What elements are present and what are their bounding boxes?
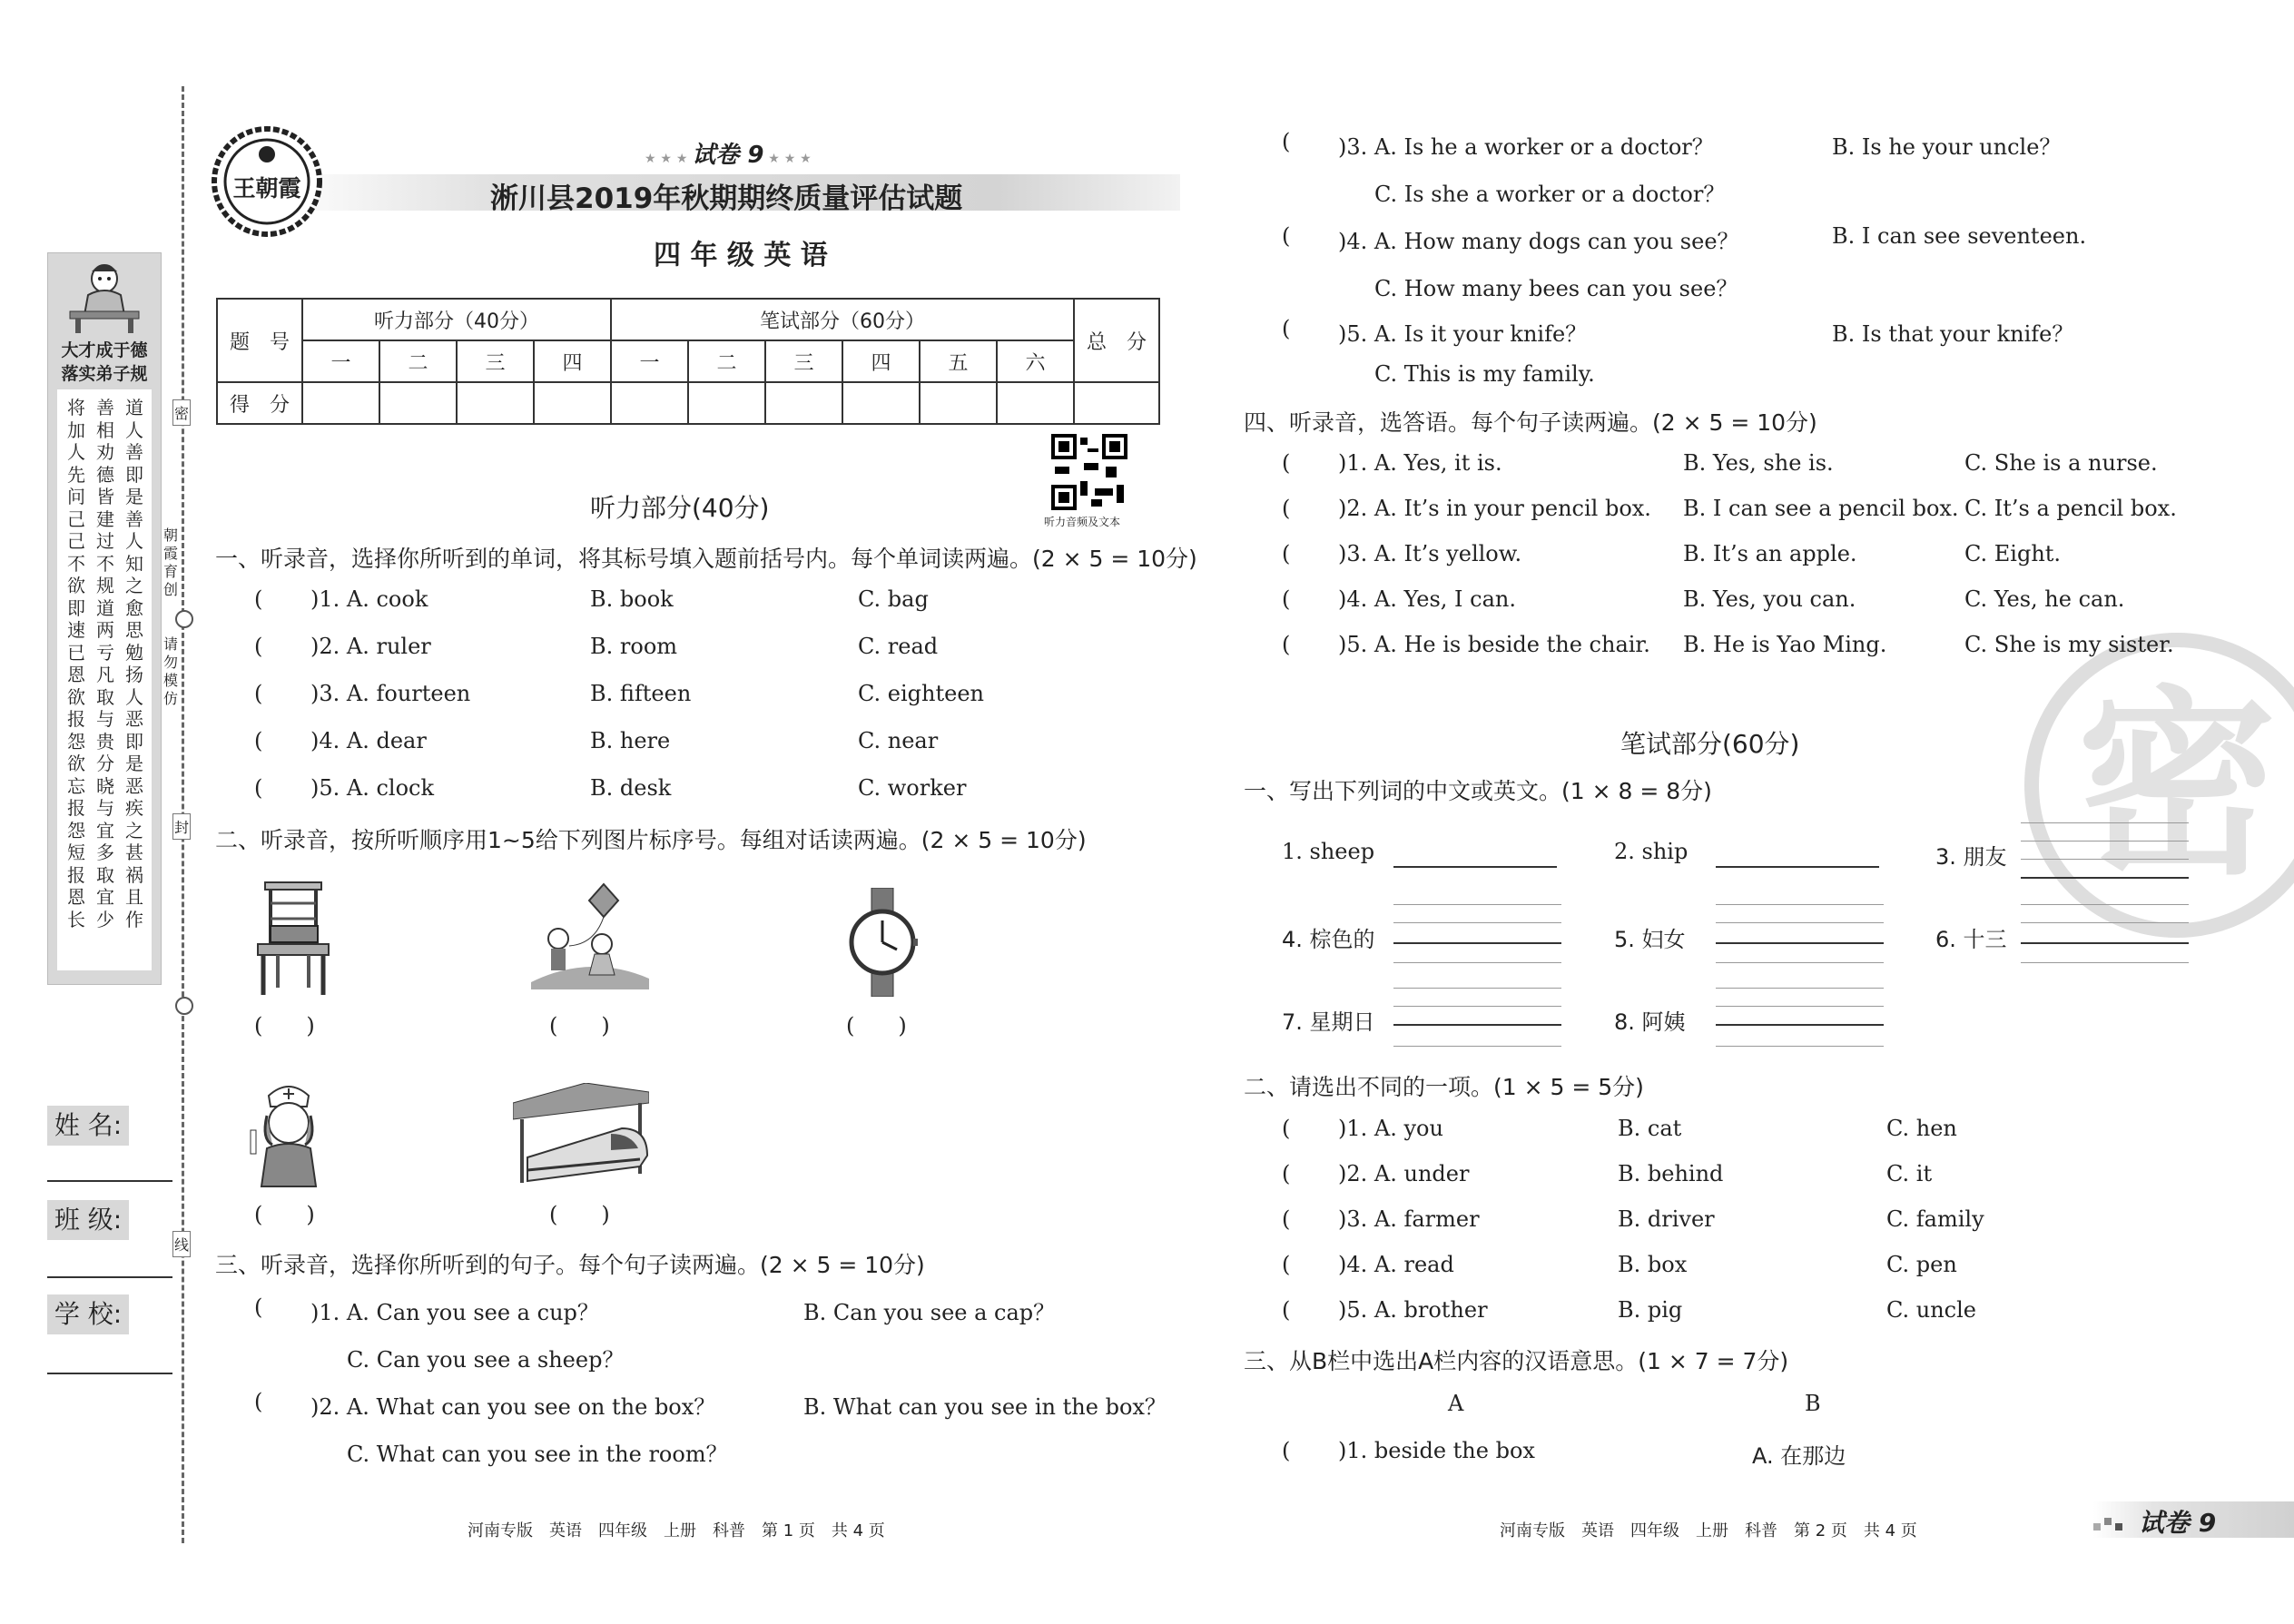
score-cell[interactable] <box>457 382 534 424</box>
option-c: C. This is my family. <box>1374 361 1595 387</box>
guide-line <box>2021 922 2189 923</box>
guide-line <box>2021 822 2189 823</box>
option-b: B. Is that your knife？ <box>1832 321 2074 347</box>
option-b: B. behind <box>1618 1161 1724 1186</box>
option-c: C. it <box>1886 1161 1933 1186</box>
picture-train <box>513 1083 649 1188</box>
logo-text: 王朝霞 <box>232 175 301 202</box>
school-label: 学 校: <box>47 1294 129 1334</box>
guide-line <box>1393 922 1561 923</box>
word-1: 1. sheep <box>1282 839 1375 864</box>
motto-column-2: 善相劝德皆建过不规道两亏凡取与贵分晓与宜多取宜少 <box>96 397 114 930</box>
answer-bracket[interactable]: ( <box>1282 1438 1291 1463</box>
l4-heading: 四、听录音，选答语。每个句子读两遍。(2 × 5 = 10分) <box>1244 409 1817 436</box>
option-a: )5. A. brother <box>1338 1297 1488 1323</box>
w3-heading: 三、从B栏中选出A栏内容的汉语意思。(1 × 7 = 7分) <box>1244 1348 1789 1374</box>
option-b: B. book <box>590 586 674 612</box>
option-a: )1. A. you <box>1338 1116 1443 1141</box>
guide-line <box>1716 988 1884 989</box>
answer-bracket[interactable]: ( <box>1282 1161 1291 1186</box>
word-6: 6. 十三 <box>1935 927 2007 952</box>
w2-heading: 二、请选出不同的一项。(1 × 5 = 5分) <box>1244 1074 1644 1100</box>
punch-hole-2 <box>175 997 193 1015</box>
guide-line <box>1393 962 1561 963</box>
option-b: B. Is he your uncle？ <box>1832 134 2062 160</box>
writing-title: 笔试部分(60分) <box>1620 729 1800 759</box>
option-c: C. Is she a worker or a doctor？ <box>1374 182 1726 207</box>
option-b: B. box <box>1618 1252 1688 1277</box>
option-a: )4. A. Yes, I can. <box>1338 586 1516 612</box>
motto-column-1: 将加人先问己己不欲即速已恩欲报怨欲忘报怨短报恩长 <box>67 397 85 930</box>
motto-title-1: 大才成于德 <box>61 340 148 360</box>
listening-title: 听力部分(40分) <box>590 493 770 523</box>
guide-line <box>1393 904 1561 905</box>
score-cell[interactable] <box>302 382 379 424</box>
name-label: 姓 名: <box>47 1106 129 1146</box>
guide-line <box>1716 962 1884 963</box>
word-5: 5. 妇女 <box>1614 927 1686 952</box>
guide-line <box>2021 859 2189 860</box>
motto-column-3: 道人善即是善人知之愈思勉扬人恶即是恶疾之甚祸且作 <box>125 397 143 930</box>
option-b: B. Can you see a cap？ <box>803 1300 1056 1325</box>
paper-number <box>645 136 812 170</box>
qr-caption: 听力音频及文本 <box>1044 516 1121 528</box>
option-c: C. Yes, he can. <box>1964 586 2125 612</box>
listening-col-4: 四 <box>534 340 611 382</box>
option-a: )2. A. It’s in your pencil box. <box>1338 496 1651 521</box>
match-a-1: )1. beside the box <box>1338 1438 1535 1463</box>
option-b: B. desk <box>590 775 672 801</box>
option-a: )4. A. read <box>1338 1252 1454 1277</box>
column-b-header: B <box>1805 1391 1821 1416</box>
option-b: B. cat <box>1618 1116 1682 1141</box>
badge-squares <box>2093 1512 2133 1536</box>
match-b-1: A. 在那边 <box>1752 1443 1846 1469</box>
word-2: 2. ship <box>1614 839 1689 864</box>
guide-line <box>1716 904 1884 905</box>
option-a: )3. A. farmer <box>1338 1206 1480 1232</box>
score-cell[interactable] <box>765 382 842 424</box>
picture-bracket-5[interactable]: ( ) <box>549 1202 610 1227</box>
answer-line[interactable] <box>1716 942 1884 944</box>
star-icon: ★ ★ ★ <box>763 152 812 166</box>
answer-bracket[interactable]: ( <box>1282 450 1291 476</box>
answer-line[interactable] <box>1716 866 1879 868</box>
option-a: )3. A. Is he a worker or a doctor？ <box>1338 134 1714 160</box>
watermark-char: 密 <box>2076 669 2277 901</box>
option-c: C. She is my sister. <box>1964 632 2174 657</box>
guide-line <box>1393 1046 1561 1047</box>
name-field[interactable] <box>47 1180 172 1182</box>
option-b: B. I can see seventeen. <box>1832 223 2087 249</box>
answer-line[interactable] <box>2021 877 2189 879</box>
footer-right: 河南专版 英语 四年级 上册 科普 第 2 页 共 4 页 <box>1500 1521 1917 1540</box>
writing-col-2: 二 <box>688 340 765 382</box>
answer-line[interactable] <box>1716 1024 1884 1026</box>
answer-bracket[interactable]: ( <box>1282 316 1291 341</box>
option-a: )5. A. Is it your knife？ <box>1338 321 1588 347</box>
option-c: C. Can you see a sheep？ <box>347 1347 625 1373</box>
answer-bracket[interactable]: ( <box>1282 1252 1291 1277</box>
score-cell[interactable] <box>379 382 457 424</box>
answer-bracket[interactable]: ( <box>1282 1297 1291 1323</box>
picture-nurse <box>243 1076 334 1193</box>
option-a: )3. A. It’s yellow. <box>1338 541 1522 566</box>
guide-line <box>1393 1006 1561 1007</box>
guide-line <box>2021 841 2189 842</box>
answer-bracket[interactable]: ( <box>1282 223 1291 249</box>
punch-hole-1 <box>175 610 193 628</box>
answer-bracket[interactable]: ( <box>254 634 263 659</box>
guide-line <box>1716 922 1884 923</box>
score-table <box>216 298 1160 425</box>
answer-bracket[interactable]: ( <box>254 586 263 612</box>
option-b: B. pig <box>1618 1297 1683 1323</box>
qr-code[interactable] <box>1051 434 1127 510</box>
exam-title: 淅川县2019年秋期期终质量评估试题 <box>490 182 963 215</box>
option-c: C. What can you see in the room？ <box>347 1442 728 1467</box>
word-8: 8. 阿姨 <box>1614 1009 1686 1035</box>
w1-heading: 一、写出下列词的中文或英文。(1 × 8 = 8分) <box>1244 778 1712 804</box>
word-4: 4. 棕色的 <box>1282 927 1375 952</box>
answer-bracket[interactable]: ( <box>1282 129 1291 154</box>
option-c: C. How many bees can you see？ <box>1374 276 1738 301</box>
option-b: B. room <box>590 634 678 659</box>
option-c: C. eighteen <box>858 681 984 706</box>
answer-bracket[interactable]: ( <box>1282 632 1291 657</box>
option-c: C. read <box>858 634 939 659</box>
option-a: )2. A. What can you see on the box？ <box>310 1394 716 1420</box>
writing-col-4: 四 <box>842 340 920 382</box>
seal-char-3: 线 <box>172 1231 191 1257</box>
l3-heading: 三、听录音，选择你所听到的句子。每个句子读两遍。(2 × 5 = 10分) <box>215 1252 925 1278</box>
col-label-cell: 题 号 <box>217 299 302 382</box>
logo-badge <box>211 125 323 238</box>
answer-bracket[interactable]: ( <box>254 681 263 706</box>
motto-panel <box>47 252 162 985</box>
option-a: )1. A. cook <box>310 586 428 612</box>
option-a: )1. A. Yes, it is. <box>1338 450 1502 476</box>
total-header: 总 分 <box>1074 299 1159 382</box>
option-a: )4. A. dear <box>310 728 427 753</box>
option-b: B. Yes, she is. <box>1683 450 1834 476</box>
seal-char-1: 密 <box>172 399 191 426</box>
answer-line[interactable] <box>1393 866 1557 868</box>
row-label-cell: 得 分 <box>217 382 302 424</box>
l2-heading: 二、听录音，按所听顺序用1~5给下列图片标序号。每组对话读两遍。(2 × 5 = 10分) <box>215 827 1087 853</box>
option-c: C. hen <box>1886 1116 1957 1141</box>
l1-heading: 一、听录音，选择你所听到的单词，将其标号填入题前括号内。每个单词读两遍。(2 × 5 = 10分) <box>215 546 1197 572</box>
writing-col-5: 五 <box>920 340 997 382</box>
column-a-header: A <box>1448 1391 1464 1416</box>
option-a: )2. A. under <box>1338 1161 1470 1186</box>
option-c: C. near <box>858 728 939 753</box>
scholar-illustration <box>61 259 148 335</box>
listening-header: 听力部分（40分） <box>302 299 611 340</box>
picture-bracket-1[interactable]: ( ) <box>254 1013 315 1038</box>
picture-kite <box>531 881 649 993</box>
footer-badge-text: 试卷 9 <box>2139 1508 2217 1538</box>
guide-line <box>2021 962 2189 963</box>
picture-watch <box>846 888 919 1000</box>
option-a: )3. A. fourteen <box>310 681 471 706</box>
motto-text-box <box>57 389 152 970</box>
option-c: C. uncle <box>1886 1297 1976 1323</box>
option-c: C. She is a nurse. <box>1964 450 2158 476</box>
side-text-creator: 朝霞育创 <box>163 527 179 598</box>
picture-bracket-4[interactable]: ( ) <box>254 1202 315 1227</box>
option-c: C. It’s a pencil box. <box>1964 496 2177 521</box>
answer-bracket[interactable]: ( <box>254 728 263 753</box>
option-c: C. worker <box>858 775 967 801</box>
score-cell[interactable] <box>997 382 1074 424</box>
answer-bracket[interactable]: ( <box>254 775 263 801</box>
guide-line <box>1716 1006 1884 1007</box>
seal-char-2: 封 <box>172 813 191 840</box>
option-a: )5. A. He is beside the chair. <box>1338 632 1650 657</box>
option-b: B. Yes, you can. <box>1683 586 1856 612</box>
answer-bracket[interactable]: ( <box>1282 1116 1291 1141</box>
writing-col-6: 六 <box>997 340 1074 382</box>
class-label: 班 级: <box>47 1200 129 1240</box>
guide-line <box>2021 904 2189 905</box>
option-b: B. He is Yao Ming. <box>1683 632 1887 657</box>
answer-line[interactable] <box>1393 942 1561 944</box>
option-a: )2. A. ruler <box>310 634 431 659</box>
picture-bracket-3[interactable]: ( ) <box>846 1013 907 1038</box>
option-b: B. It’s an apple. <box>1683 541 1857 566</box>
side-text-no-copy: 请勿模仿 <box>163 635 179 707</box>
answer-bracket[interactable]: ( <box>254 1389 263 1414</box>
option-c: C. family <box>1886 1206 1984 1232</box>
writing-col-1: 一 <box>611 340 688 382</box>
answer-bracket[interactable]: ( <box>1282 541 1291 566</box>
writing-col-3: 三 <box>765 340 842 382</box>
answer-bracket[interactable]: ( <box>1282 586 1291 612</box>
score-cell[interactable] <box>920 382 997 424</box>
guide-line <box>1716 1046 1884 1047</box>
footer-left: 河南专版 英语 四年级 上册 科普 第 1 页 共 4 页 <box>468 1521 885 1540</box>
option-b: B. What can you see in the box？ <box>803 1394 1167 1420</box>
writing-header: 笔试部分（60分） <box>611 299 1074 340</box>
option-b: B. here <box>590 728 671 753</box>
word-3: 3. 朋友 <box>1935 844 2007 870</box>
motto-title-2: 落实弟子规 <box>61 364 148 384</box>
option-b: B. fifteen <box>590 681 692 706</box>
listening-col-2: 二 <box>379 340 457 382</box>
paper-number-text: 试卷 9 <box>692 142 764 169</box>
answer-line[interactable] <box>1393 1024 1561 1026</box>
answer-bracket[interactable]: ( <box>1282 496 1291 521</box>
option-a: )4. A. How many dogs can you see？ <box>1338 229 1739 254</box>
picture-bracket-2[interactable]: ( ) <box>549 1013 610 1038</box>
star-icon: ★ ★ ★ <box>645 152 693 166</box>
option-a: )1. A. Can you see a cup？ <box>310 1300 599 1325</box>
guide-line <box>1393 988 1561 989</box>
answer-line[interactable] <box>2021 942 2189 944</box>
option-c: C. pen <box>1886 1252 1957 1277</box>
listening-col-1: 一 <box>302 340 379 382</box>
score-cell[interactable] <box>842 382 920 424</box>
answer-bracket[interactable]: ( <box>254 1294 263 1320</box>
score-cell[interactable] <box>534 382 611 424</box>
picture-chair <box>252 881 334 1002</box>
word-7: 7. 星期日 <box>1282 1009 1375 1035</box>
option-b: B. driver <box>1618 1206 1715 1232</box>
option-b: B. I can see a pencil box. <box>1683 496 1959 521</box>
class-field[interactable] <box>47 1276 172 1278</box>
watermark-seal <box>2023 631 2294 940</box>
score-cell[interactable] <box>1074 382 1159 424</box>
option-c: C. Eight. <box>1964 541 2062 566</box>
score-cell[interactable] <box>611 382 688 424</box>
option-a: )5. A. clock <box>310 775 435 801</box>
option-c: C. bag <box>858 586 929 612</box>
listening-col-3: 三 <box>457 340 534 382</box>
score-cell[interactable] <box>688 382 765 424</box>
school-field[interactable] <box>47 1373 172 1374</box>
answer-bracket[interactable]: ( <box>1282 1206 1291 1232</box>
exam-subtitle: 四 年 级 英 语 <box>654 240 828 271</box>
